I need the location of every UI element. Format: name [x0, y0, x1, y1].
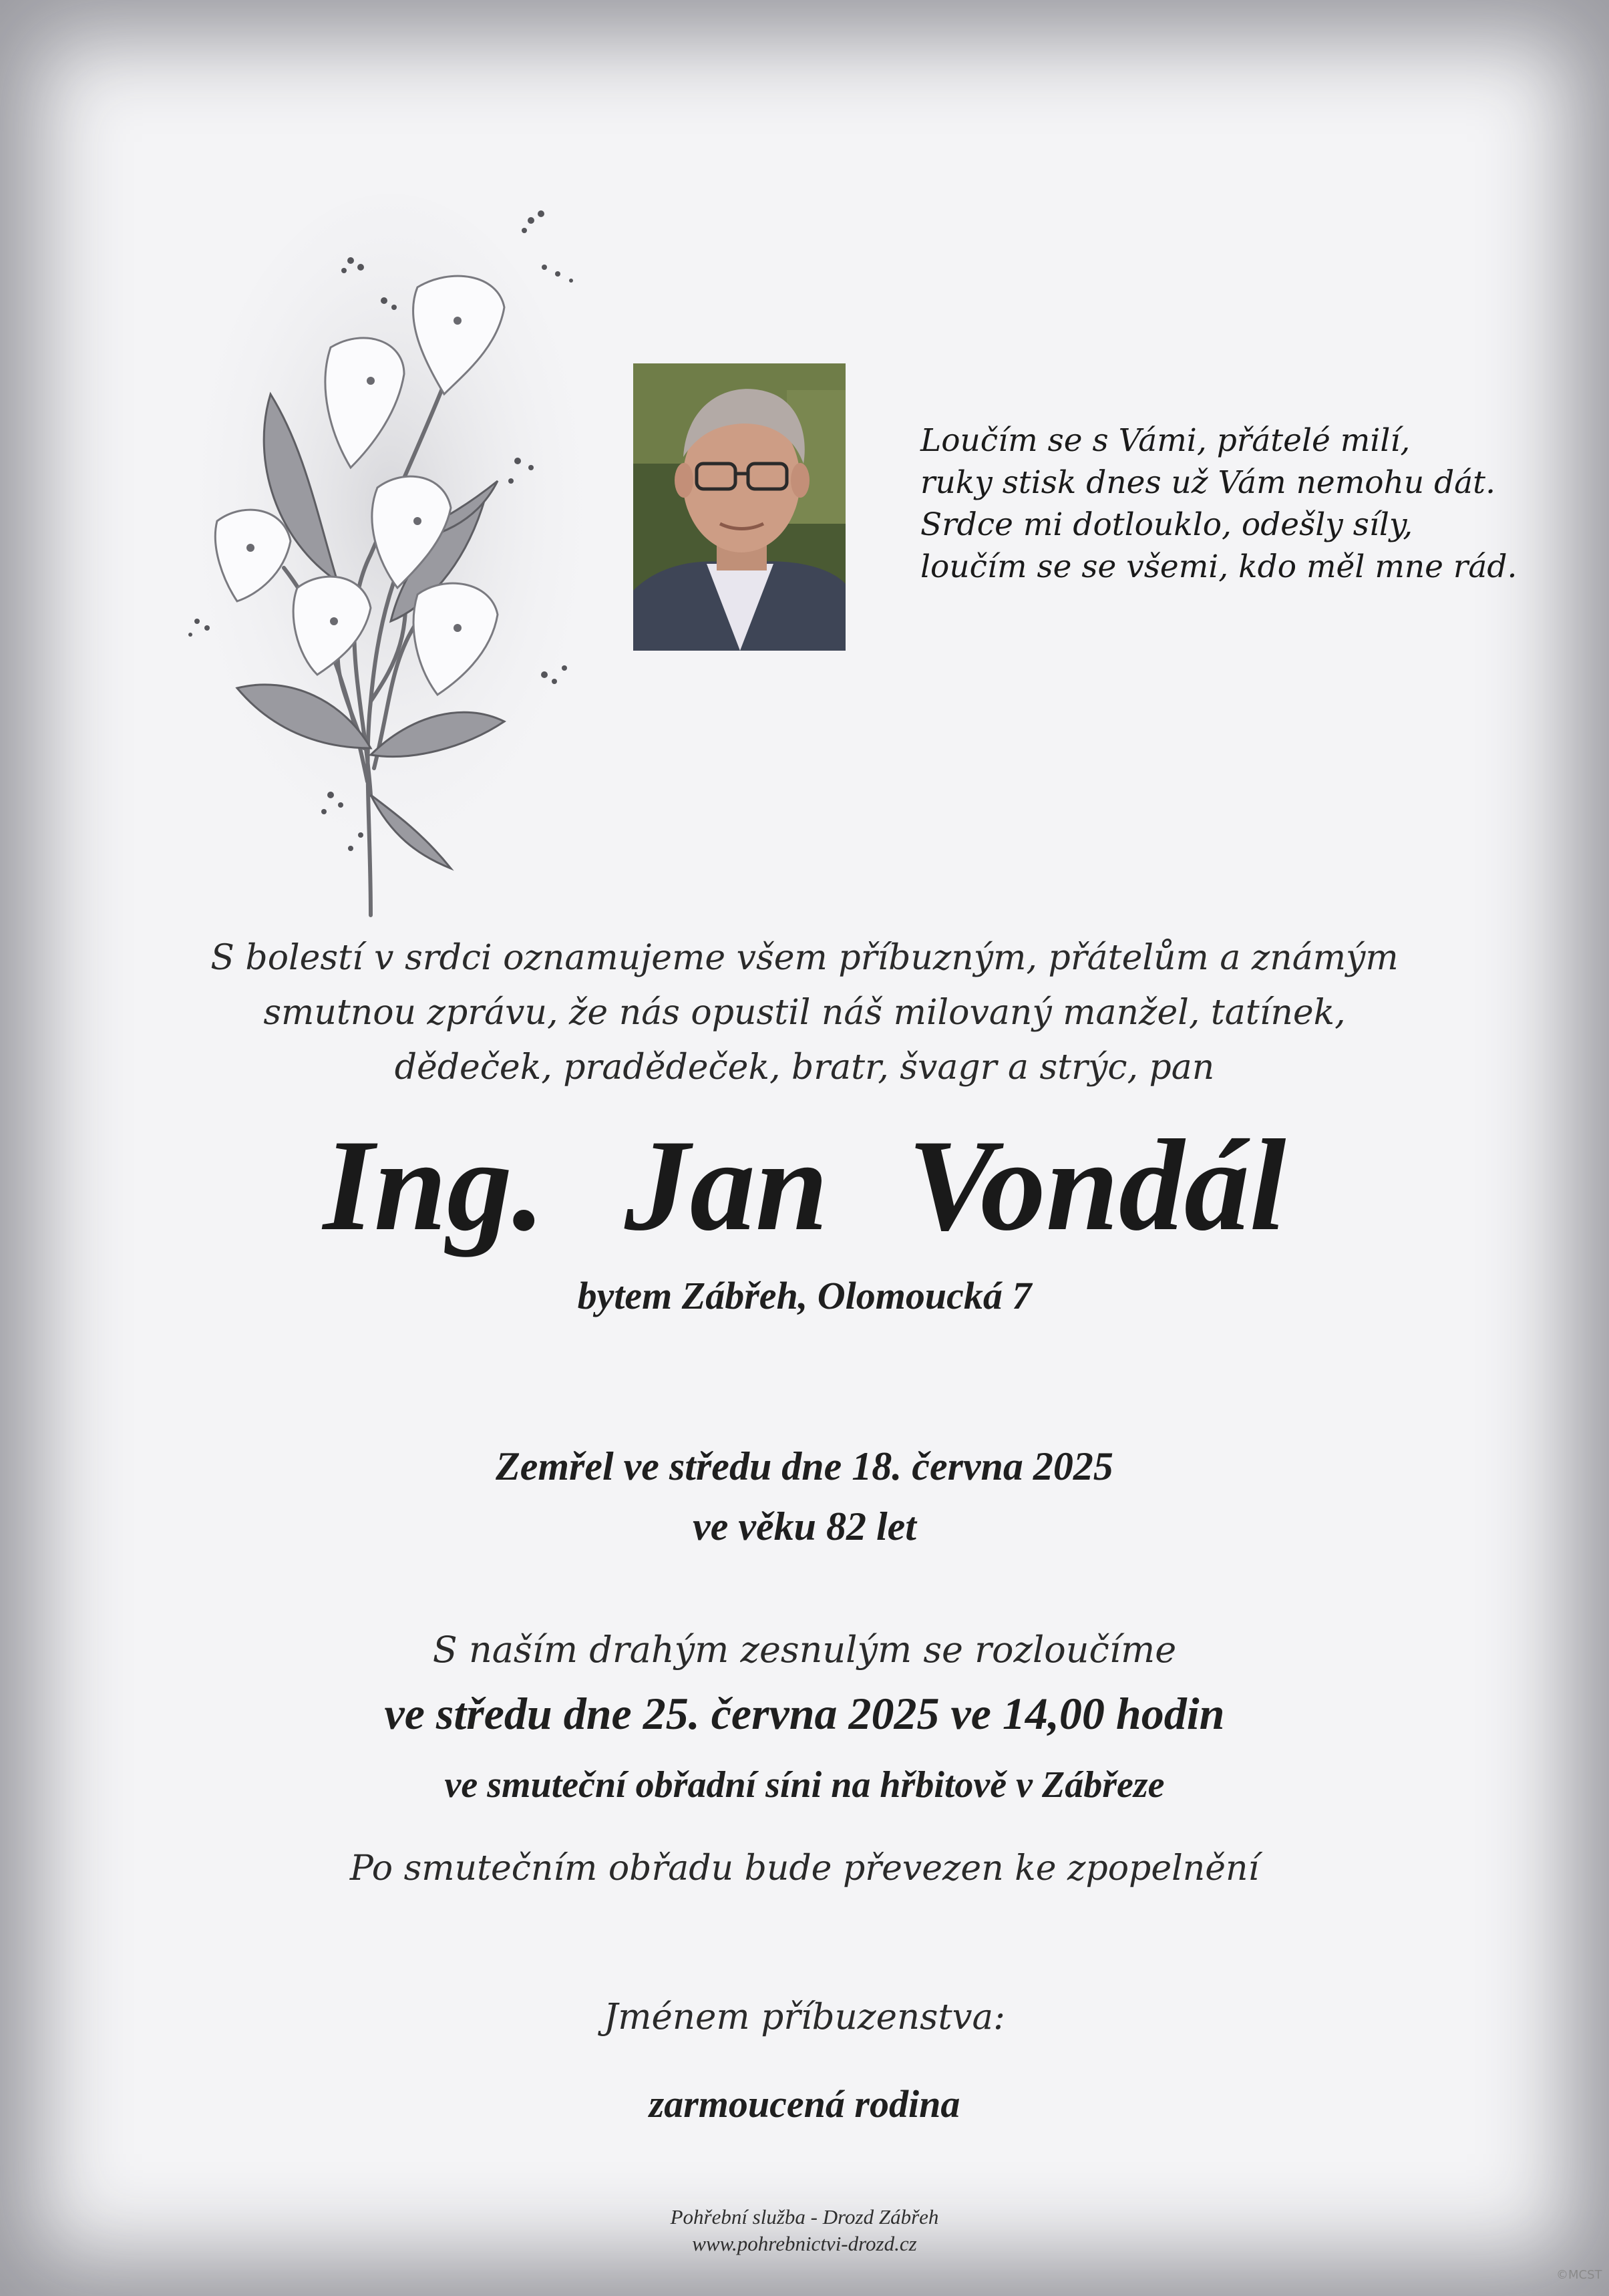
poem-line: loučím se se všemi, kdo měl mne rád.	[920, 548, 1517, 585]
cremation-note: Po smutečním obřadu bude převezen ke zpopelnění	[349, 1848, 1260, 1889]
deceased-age: ve věku 82 let	[693, 1504, 916, 1548]
on-behalf-label: Jménem příbuzenstva:	[603, 1997, 1006, 2037]
poem-line: Loučím se s Vámi, přátelé milí,	[920, 422, 1411, 459]
family-signature: zarmoucená rodina	[649, 2082, 960, 2126]
announcement-line: smutnou zprávu, že nás opustil náš milovaný manžel, tatínek,	[263, 993, 1346, 1033]
copyright-mark: ©MCST	[1556, 2268, 1602, 2282]
announcement-line: S bolestí v srdci oznamujeme všem příbuzným, přátelům a známým	[210, 938, 1399, 978]
announcement-line: dědeček, pradědeček, bratr, švagr a strýc, pan	[394, 1047, 1215, 1088]
announcement-text	[0, 931, 1609, 1095]
farewell-poem	[920, 420, 1522, 588]
poem-line: Srdce mi dotlouklo, odešly síly,	[920, 506, 1413, 543]
death-date: Zemřel ve středu dne 18. června 2025	[496, 1444, 1113, 1488]
portrait-photo	[633, 363, 846, 651]
deceased-address: bytem Zábřeh, Olomoucká 7	[577, 1274, 1032, 1317]
poem-line: ruky stisk dnes už Vám nemohu dát.	[920, 464, 1496, 501]
funeral-service-name: Pohřební služba - Drozd Zábřeh	[670, 2205, 939, 2229]
funeral-datetime: ve středu dne 25. června 2025 ve 14,00 hodin	[384, 1688, 1225, 1739]
funeral-intro: S naším drahým zesnulým se rozloučíme	[432, 1629, 1177, 1671]
funeral-place: ve smuteční obřadní síni na hřbitově v Zábřeze	[444, 1764, 1165, 1806]
funeral-service-website: www.pohrebnictvi-drozd.cz	[692, 2232, 917, 2255]
calla-lily-bouquet-icon	[170, 194, 611, 935]
deceased-name: Ing. Jan Vondál	[323, 1113, 1286, 1258]
